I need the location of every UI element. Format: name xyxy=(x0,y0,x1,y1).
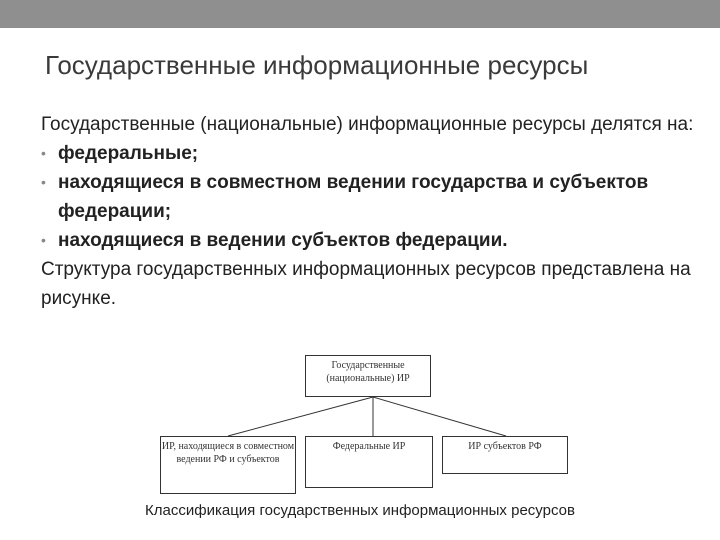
structure-paragraph: Структура государственных информационных ресурсов представлена на рисунке. xyxy=(41,259,691,309)
child-node-joint: ИР, находящиеся в совместном ведении РФ и субъектов xyxy=(160,436,296,494)
child-node-subjects: ИР субъектов РФ xyxy=(442,436,568,474)
intro-paragraph: Государственные (национальные) информационные ресурсы делятся на: xyxy=(41,114,694,135)
bullet-marker: • xyxy=(41,174,46,190)
bullet-marker: • xyxy=(41,232,46,248)
root-node: Государственные (национальные) ИР xyxy=(305,355,431,397)
bullet-text: федеральные; xyxy=(58,143,199,164)
child-node-federal: Федеральные ИР xyxy=(305,436,433,488)
bullet-marker: • xyxy=(41,145,46,161)
slide-title: Государственные информационные ресурсы xyxy=(45,50,589,80)
bullet-text: находящиеся в совместном ведении государства и субъектов федерации; xyxy=(58,172,649,222)
connector-line-joint xyxy=(228,397,373,436)
bullet-text: находящиеся в ведении субъектов федерации. xyxy=(58,230,508,251)
diagram-caption: Классификация государственных информационных ресурсов xyxy=(145,502,575,519)
connector-line-subjects xyxy=(373,397,506,436)
